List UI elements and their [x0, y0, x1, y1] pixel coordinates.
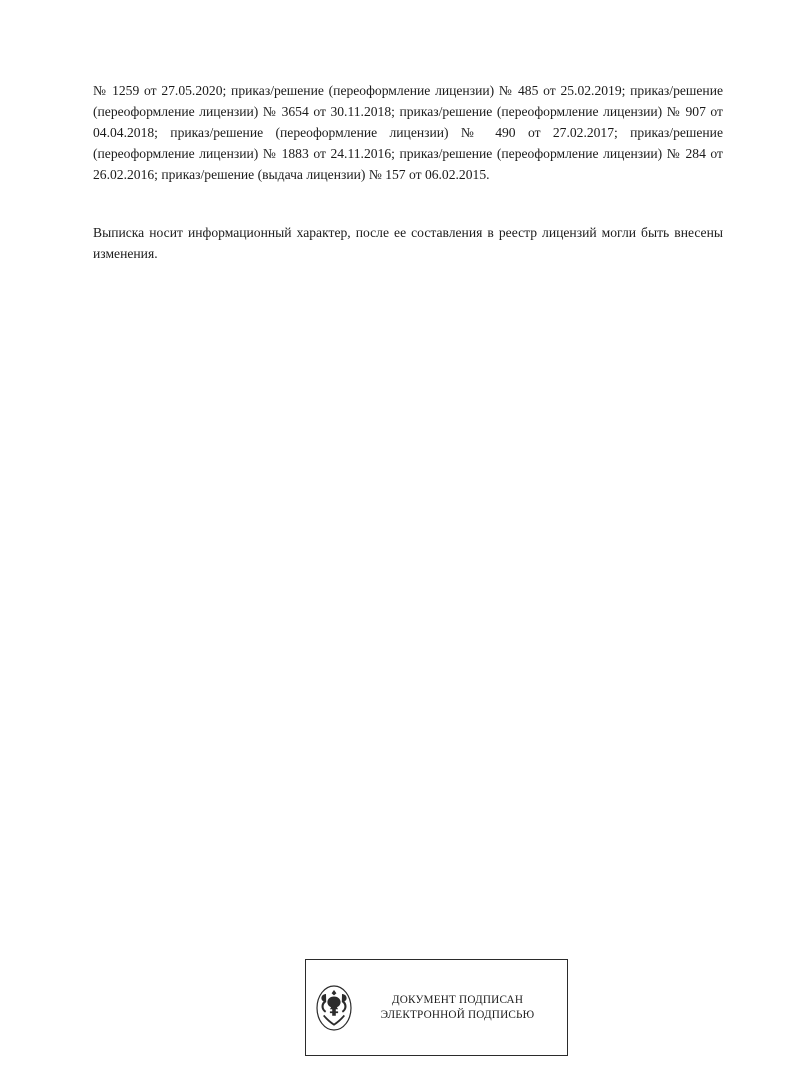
- stamp-caption: [356, 993, 567, 1023]
- double-headed-eagle-emblem-icon: [312, 982, 356, 1034]
- electronic-signature-stamp: [305, 959, 568, 1056]
- stamp-line-2: ЭЛЕКТРОННОЙ ПОДПИСЬЮ: [380, 1008, 535, 1021]
- paragraph-informational-note: Выписка носит информационный характер, после ее составления в реестр лицензий могли быть внесены изменения.: [93, 224, 723, 261]
- stamp-line-1: ДОКУМЕНТ ПОДПИСАН: [391, 993, 524, 1006]
- paragraph-license-orders: № 1259 от 27.05.2020; приказ/решение (переоформление лицензии) № 485 от 25.02.2019; приказ/решение (переоформление лицензии) № 3654 от 30.11.2018; приказ/решение (переоформление лицензии) № 907 от 04.04.2018; приказ/решение (переоформление лицензии) № 490 от 27.02.2017; приказ/решение (переоформление лицензии) № 1883 от 24.11.2016; приказ/решение (переоформление лицензии) № 284 от 26.02.2016; приказ/решение (выдача лицензии) № 157 от 06.02.2015.: [93, 82, 723, 182]
